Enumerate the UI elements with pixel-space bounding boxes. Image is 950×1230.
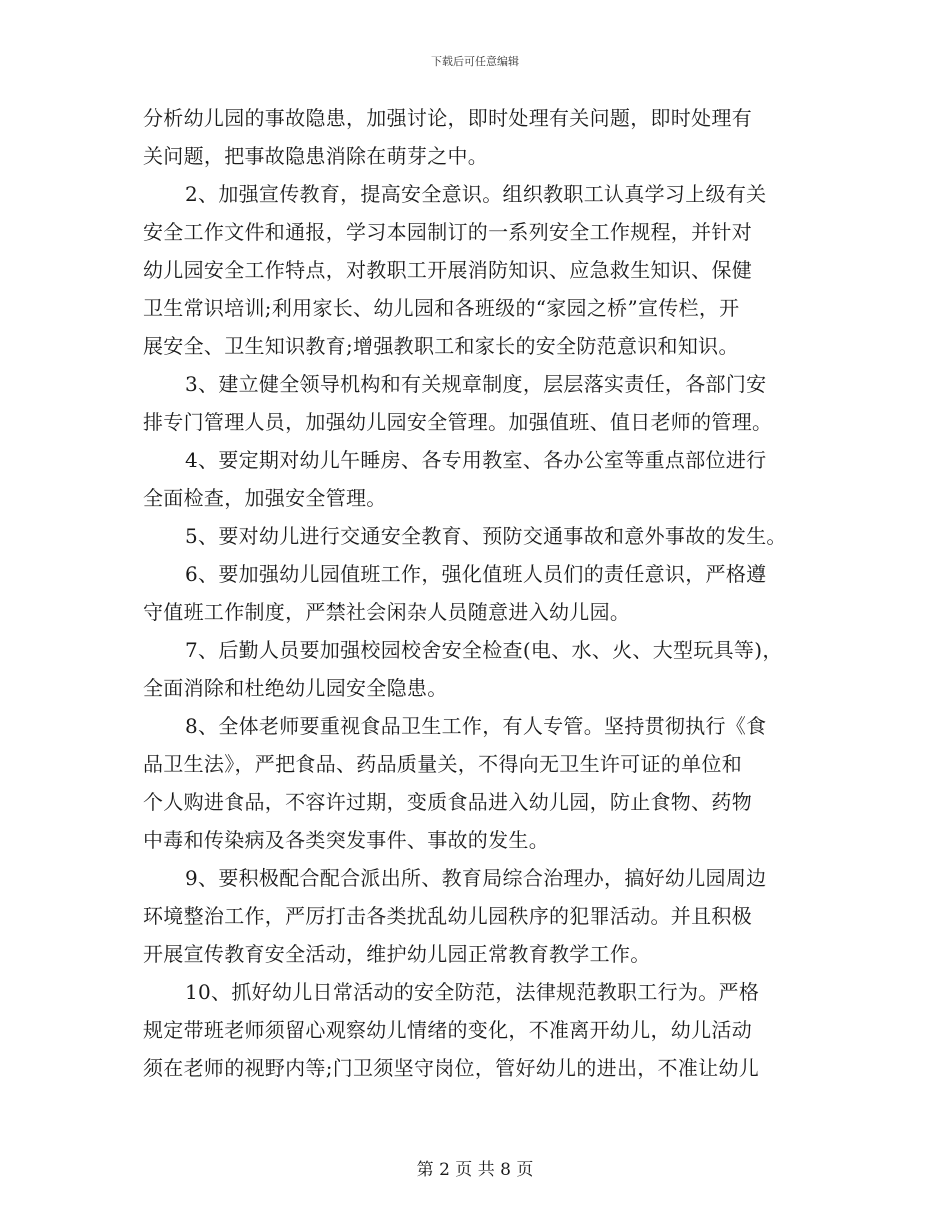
text-line: 开展宣传教育安全活动，维护幼儿园正常教育教学工作。	[143, 942, 651, 966]
text-line: 品卫生法》，严把食品、药品质量关，不得向无卫生许可证的单位和	[143, 752, 742, 776]
text-line: 环境整治工作，严厉打击各类扰乱幼儿园秩序的犯罪活动。并且积极	[143, 904, 752, 928]
page-number: 第 2 页 共 8 页	[416, 1160, 534, 1180]
text-line: 卫生常识培训;利用家长、幼儿园和各班级的“家园之桥”宣传栏，开	[143, 296, 740, 320]
text-line: 10、抓好幼儿日常活动的安全防范，法律规范教职工行为。严格	[185, 980, 760, 1004]
text-line: 安全工作文件和通报，学习本园制订的一系列安全工作规程，并针对	[143, 220, 752, 244]
text-line: 须在老师的视野内等;门卫须坚守岗位，管好幼儿的进出，不准让幼儿	[143, 1056, 760, 1080]
text-line: 全面消除和杜绝幼儿园安全隐患。	[143, 676, 448, 700]
text-line: 个人购进食品，不容许过期，变质食品进入幼儿园，防止食物、药物	[143, 790, 752, 814]
text-line: 守值班工作制度，严禁社会闲杂人员随意进入幼儿园。	[143, 600, 631, 624]
text-line: 5、要对幼儿进行交通安全教育、预防交通事故和意外事故的发生。	[185, 524, 787, 548]
text-line: 7、后勤人员要加强校园校舍安全检查(电、水、火、大型玩具等)，	[185, 638, 783, 662]
text-line: 4、要定期对幼儿午睡房、各专用教室、各办公室等重点部位进行	[185, 448, 767, 472]
text-line: 幼儿园安全工作特点，对教职工开展消防知识、应急救生知识、保健	[143, 258, 752, 282]
text-line: 中毒和传染病及各类突发事件、事故的发生。	[143, 828, 549, 852]
text-line: 排专门管理人员，加强幼儿园安全管理。加强值班、值日老师的管理。	[143, 410, 773, 434]
text-line: 全面检查，加强安全管理。	[143, 486, 387, 510]
text-line: 分析幼儿园的事故隐患，加强讨论，即时处理有关问题，即时处理有	[143, 106, 752, 130]
text-line: 6、要加强幼儿园值班工作，强化值班人员们的责任意识，严格遵	[185, 562, 767, 586]
page-header-note: 下载后可任意编辑	[431, 55, 519, 68]
text-line: 3、建立健全领导机构和有关规章制度，层层落实责任，各部门安	[185, 372, 767, 396]
text-line: 8、全体老师要重视食品卫生工作，有人专管。坚持贯彻执行《食	[185, 714, 767, 738]
text-line: 关问题，把事故隐患消除在萌芽之中。	[143, 144, 489, 168]
text-line: 展安全、卫生知识教育;增强教职工和家长的安全防范意识和知识。	[143, 334, 739, 358]
text-line: 2、加强宣传教育，提高安全意识。组织教职工认真学习上级有关	[185, 182, 767, 206]
text-line: 规定带班老师须留心观察幼儿情绪的变化，不准离开幼儿，幼儿活动	[143, 1018, 752, 1042]
text-line: 9、要积极配合配合派出所、教育局综合治理办，搞好幼儿园周边	[185, 866, 767, 890]
